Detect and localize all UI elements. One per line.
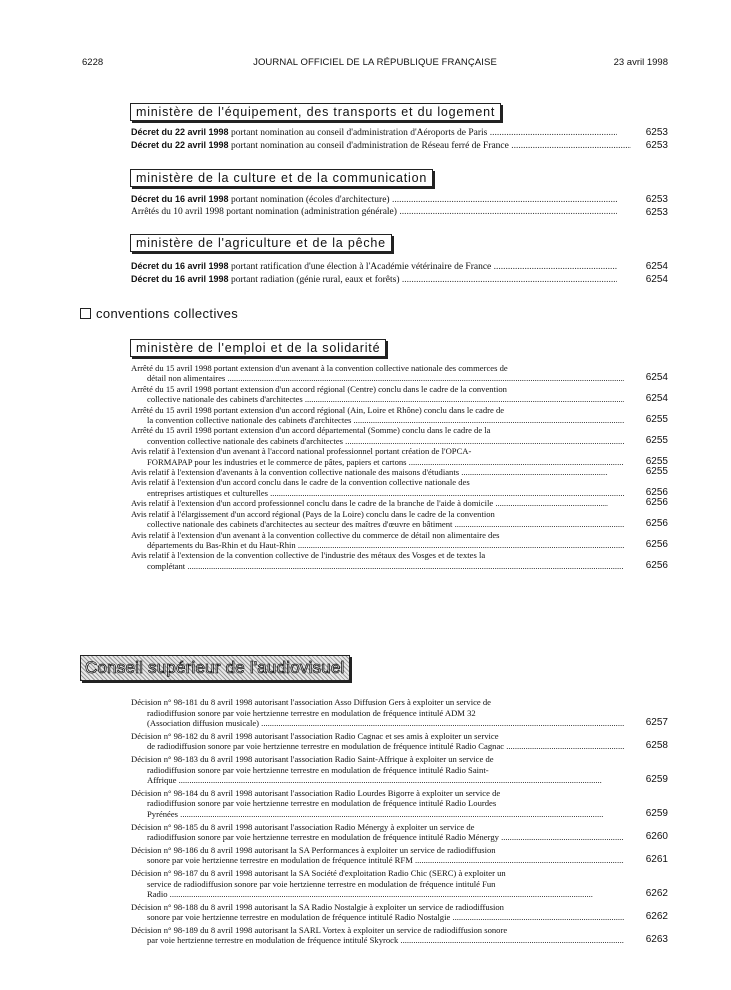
entry-line bbox=[131, 261, 668, 274]
convention-item-page: 6256 bbox=[645, 518, 668, 530]
csa-decision bbox=[131, 788, 668, 820]
convention-item-continuation: FORMAPAP pour les industries et le commerce de pâtes, papiers et cartons ..... bbox=[131, 457, 624, 467]
convention-item-continuation: collective nationale des cabinets d'architectes ..... bbox=[131, 394, 624, 404]
convention-item-text: Avis relatif à l'extension d'un avenant à la convention collective du commerce de détail non alimentaire des bbox=[131, 529, 500, 540]
convention-item-page: 6254 bbox=[645, 372, 668, 384]
convention-item-continuation: la convention collective nationale des cabinets d'architectes ..... bbox=[131, 415, 624, 425]
csa-decision-line: radiodiffusion sonore par voie hertzienne terrestre en modulation de fréquence intitulé Radio Saint- bbox=[147, 764, 489, 775]
convention-item-text: Arrêté du 15 avril 1998 portant extension d'un accord régional (Centre) conclu dans le cadre de la convention bbox=[131, 383, 507, 394]
page-number: 6228 bbox=[82, 57, 104, 68]
entry-line bbox=[131, 127, 668, 140]
issue-date: 23 avril 1998 bbox=[613, 57, 668, 68]
entry-page: 6253 bbox=[645, 194, 668, 205]
entry-page: 6254 bbox=[645, 261, 668, 272]
checkbox-square-icon bbox=[80, 308, 91, 319]
convention-item-continuation: détail non alimentaires ..... bbox=[131, 373, 624, 383]
entry-line bbox=[131, 274, 668, 287]
convention-item-text: Avis relatif à l'extension d'un avenant à l'accord national professionnel portant création de l'OPCA- bbox=[131, 446, 472, 457]
convention-item-text: Arrêté du 15 avril 1998 portant extension d'un avenant à la convention collective nationale des commerces de bbox=[131, 363, 508, 373]
entry-line bbox=[131, 207, 668, 220]
csa-decision-line: Décision n° 98-185 du 8 avril 1998 autorisant l'association Radio Ménergy à exploiter un service de bbox=[131, 821, 475, 832]
ministry-entries-agriculture bbox=[131, 261, 668, 287]
entry-page: 6253 bbox=[645, 207, 668, 218]
csa-decision-page: 6262 bbox=[645, 911, 668, 923]
csa-decision-last-line: radiodiffusion sonore par voie hertzienne terrestre en modulation de fréquence intitulé Radio Ménergy ..... bbox=[131, 832, 624, 843]
convention-item-continuation: complétant ..... bbox=[131, 561, 624, 571]
convention-item bbox=[131, 446, 668, 467]
csa-decision-last-line: sonore par voie hertzienne terrestre en modulation de fréquence intitulé Radio Nostalgie ..... bbox=[131, 912, 624, 923]
entry-text: portant ratification d'une élection à l'Académie vétérinaire de France bbox=[230, 262, 492, 272]
convention-item-text: Arrêté du 15 avril 1998 portant extension d'un accord régional (Ain, Loire et Rhône) conclu dans le cadre de bbox=[131, 404, 505, 415]
conventions-title bbox=[80, 306, 238, 321]
entry-text: portant nomination (écoles d'architecture) bbox=[230, 195, 390, 205]
entry-page: 6253 bbox=[645, 127, 668, 138]
csa-decision-line: Décision n° 98-183 du 8 avril 1998 autorisant l'association Radio Saint-Affrique à exploiter un service de bbox=[131, 753, 494, 764]
csa-decision-line: Décision n° 98-186 du 8 avril 1998 autorisant la SA Performances à exploiter un service de radiodiffusion bbox=[131, 844, 496, 855]
ministry-heading-culture: ministère de la culture et de la communication bbox=[130, 169, 433, 187]
convention-item-continuation: Avis relatif à l'extension d'un accord professionnel conclu dans le cadre de la branche de l'aide à domicile ..... bbox=[131, 498, 608, 508]
entry-bold: Décret du 16 avril 1998 bbox=[131, 194, 229, 204]
convention-item-page: 6256 bbox=[645, 559, 668, 571]
csa-decision-page: 6260 bbox=[645, 831, 668, 843]
csa-decision-last-line: Affrique ..... bbox=[131, 775, 624, 786]
csa-decision-page: 6259 bbox=[645, 774, 668, 786]
convention-item bbox=[131, 467, 668, 477]
csa-decision-last-line: sonore par voie hertzienne terrestre en modulation de fréquence intitulé RFM ..... bbox=[131, 855, 624, 866]
convention-item-continuation: convention collective nationale des cabinets d'architectes ..... bbox=[131, 436, 624, 446]
ministry-entries-culture bbox=[131, 194, 668, 220]
csa-decision bbox=[131, 822, 668, 843]
ministry-entries-equipement bbox=[131, 127, 668, 153]
convention-item bbox=[131, 425, 668, 446]
convention-item-page: 6255 bbox=[645, 466, 668, 478]
csa-decision-line: service de radiodiffusion sonore par voie hertzienne terrestre en modulation de fréquence intitulé Fun bbox=[147, 878, 496, 889]
csa-decision bbox=[131, 731, 668, 752]
ministry-heading-agriculture: ministère de l'agriculture et de la pêche bbox=[130, 234, 392, 252]
csa-decision-line: Décision n° 98-181 du 8 avril 1998 autorisant l'association Asso Diffusion Gers à exploiter un service de bbox=[131, 697, 491, 707]
csa-decision-line: radiodiffusion sonore par voie hertzienne terrestre en modulation de fréquence intitulé ADM 32 bbox=[147, 707, 476, 718]
convention-item bbox=[131, 498, 668, 508]
csa-decision-last-line: de radiodiffusion sonore par voie hertzienne terrestre en modulation de fréquence intitulé Radio Cagnac ..... bbox=[131, 741, 624, 752]
convention-item-text: Avis relatif à l'extension de la convention collective de l'industrie des métaux des Vosges et de textes la bbox=[131, 550, 486, 561]
convention-item bbox=[131, 363, 668, 384]
convention-item-page: 6255 bbox=[645, 455, 668, 467]
csa-decision-page: 6259 bbox=[645, 807, 668, 819]
csa-title: Conseil supérieur de l'audiovisuel bbox=[80, 655, 350, 681]
csa-decision bbox=[131, 868, 668, 900]
csa-decision-page: 6258 bbox=[645, 740, 668, 752]
ministry-heading-emploi: ministère de l'emploi et de la solidarité bbox=[130, 339, 386, 357]
entry-bold: Décret du 16 avril 1998 bbox=[131, 261, 229, 271]
csa-decision-last-line: (Association diffusion musicale) ..... bbox=[131, 718, 624, 729]
csa-decision-last-line: Pyrénées ..... bbox=[131, 809, 624, 820]
ministry-heading-equipement: ministère de l'équipement, des transports et du logement bbox=[130, 103, 501, 121]
convention-item-page: 6255 bbox=[645, 434, 668, 446]
csa-decision bbox=[131, 845, 668, 866]
convention-item-continuation: départements du Bas-Rhin et du Haut-Rhin ..... bbox=[131, 540, 624, 550]
convention-item bbox=[131, 477, 668, 498]
entry-line bbox=[131, 140, 668, 153]
csa-decision-last-line: par voie hertzienne terrestre en modulation de fréquence intitulé Skyrock ..... bbox=[131, 935, 624, 946]
csa-decision-page: 6263 bbox=[645, 934, 668, 946]
csa-decision-line: Décision n° 98-189 du 8 avril 1998 autorisant la SARL Vortex à exploiter un service de radiodiffusion sonore bbox=[131, 924, 508, 935]
csa-decision-page: 6257 bbox=[645, 717, 668, 729]
convention-item-page: 6254 bbox=[645, 393, 668, 405]
csa-decision bbox=[131, 902, 668, 923]
convention-item bbox=[131, 509, 668, 530]
csa-decision-line: Décision n° 98-182 du 8 avril 1998 autorisant l'association Radio Cagnac et ses amis à exploiter un service bbox=[131, 730, 499, 741]
conventions-title-text: conventions collectives bbox=[96, 306, 239, 321]
conventions-list bbox=[131, 363, 668, 571]
entry-text: portant nomination au conseil d'administration de Réseau ferré de France bbox=[230, 141, 509, 151]
csa-decision-page: 6262 bbox=[645, 888, 668, 900]
entry-text: portant radiation (génie rural, eaux et forêts) bbox=[230, 275, 400, 285]
convention-item bbox=[131, 405, 668, 426]
running-header bbox=[82, 57, 668, 71]
convention-item-text: Avis relatif à l'élargissement d'un accord régional (Pays de la Loire) conclu dans le cadre de la convention bbox=[131, 508, 495, 519]
convention-item-continuation: entreprises artistiques et culturelles ..... bbox=[131, 488, 624, 498]
entry-bold: Décret du 22 avril 1998 bbox=[131, 127, 229, 137]
entry-bold: Décret du 16 avril 1998 bbox=[131, 274, 229, 284]
csa-decision-line: Décision n° 98-187 du 8 avril 1998 autorisant la SA Société d'exploitation Radio Chic (SERC) à exploiter un bbox=[131, 867, 506, 878]
convention-item-page: 6256 bbox=[645, 497, 668, 509]
csa-decision bbox=[131, 697, 668, 729]
convention-item-page: 6255 bbox=[645, 414, 668, 426]
entry-line bbox=[131, 194, 668, 207]
csa-decisions-list bbox=[131, 697, 668, 948]
convention-item-page: 6256 bbox=[645, 538, 668, 550]
convention-item-text: Arrêté du 15 avril 1998 portant extension d'un accord départemental (Somme) conclu dans le cadre de la bbox=[131, 425, 491, 436]
convention-item-continuation: Avis relatif à l'extension d'avenants à la convention collective nationale des maisons d'étudiants ..... bbox=[131, 467, 608, 477]
csa-decision-line: Décision n° 98-188 du 8 avril 1998 autorisant la SA Radio Nostalgie à exploiter un service de radiodiffusion bbox=[131, 901, 504, 912]
csa-decision bbox=[131, 925, 668, 946]
csa-decision bbox=[131, 754, 668, 786]
convention-item-page: 6256 bbox=[645, 486, 668, 498]
csa-decision-last-line: Radio ..... bbox=[131, 889, 624, 900]
convention-item bbox=[131, 384, 668, 405]
entry-text: portant nomination au conseil d'administration d'Aéroports de Paris bbox=[230, 128, 488, 138]
journal-title: JOURNAL OFFICIEL DE LA RÉPUBLIQUE FRANÇAISE bbox=[253, 57, 497, 68]
entry-page: 6254 bbox=[645, 274, 668, 285]
convention-item bbox=[131, 530, 668, 551]
csa-decision-line: radiodiffusion sonore par voie hertzienne terrestre en modulation de fréquence intitulé Radio Lourdes bbox=[147, 798, 497, 809]
convention-item-text: Avis relatif à l'extension d'un accord conclu dans le cadre de la convention collective nationale des bbox=[131, 477, 470, 488]
entry-page: 6253 bbox=[645, 140, 668, 151]
csa-decision-line: Décision n° 98-184 du 8 avril 1998 autorisant l'association Radio Lourdes Bigorre à exploiter un service de bbox=[131, 787, 501, 798]
csa-decision-page: 6261 bbox=[645, 854, 668, 866]
convention-item bbox=[131, 550, 668, 571]
entry-bold: Décret du 22 avril 1998 bbox=[131, 140, 229, 150]
entry-text: Arrêtés du 10 avril 1998 portant nomination (administration générale) bbox=[131, 207, 397, 217]
convention-item-continuation: collective nationale des cabinets d'architectes au secteur des maîtres d'œuvre en bâtiment ..... bbox=[131, 519, 624, 529]
